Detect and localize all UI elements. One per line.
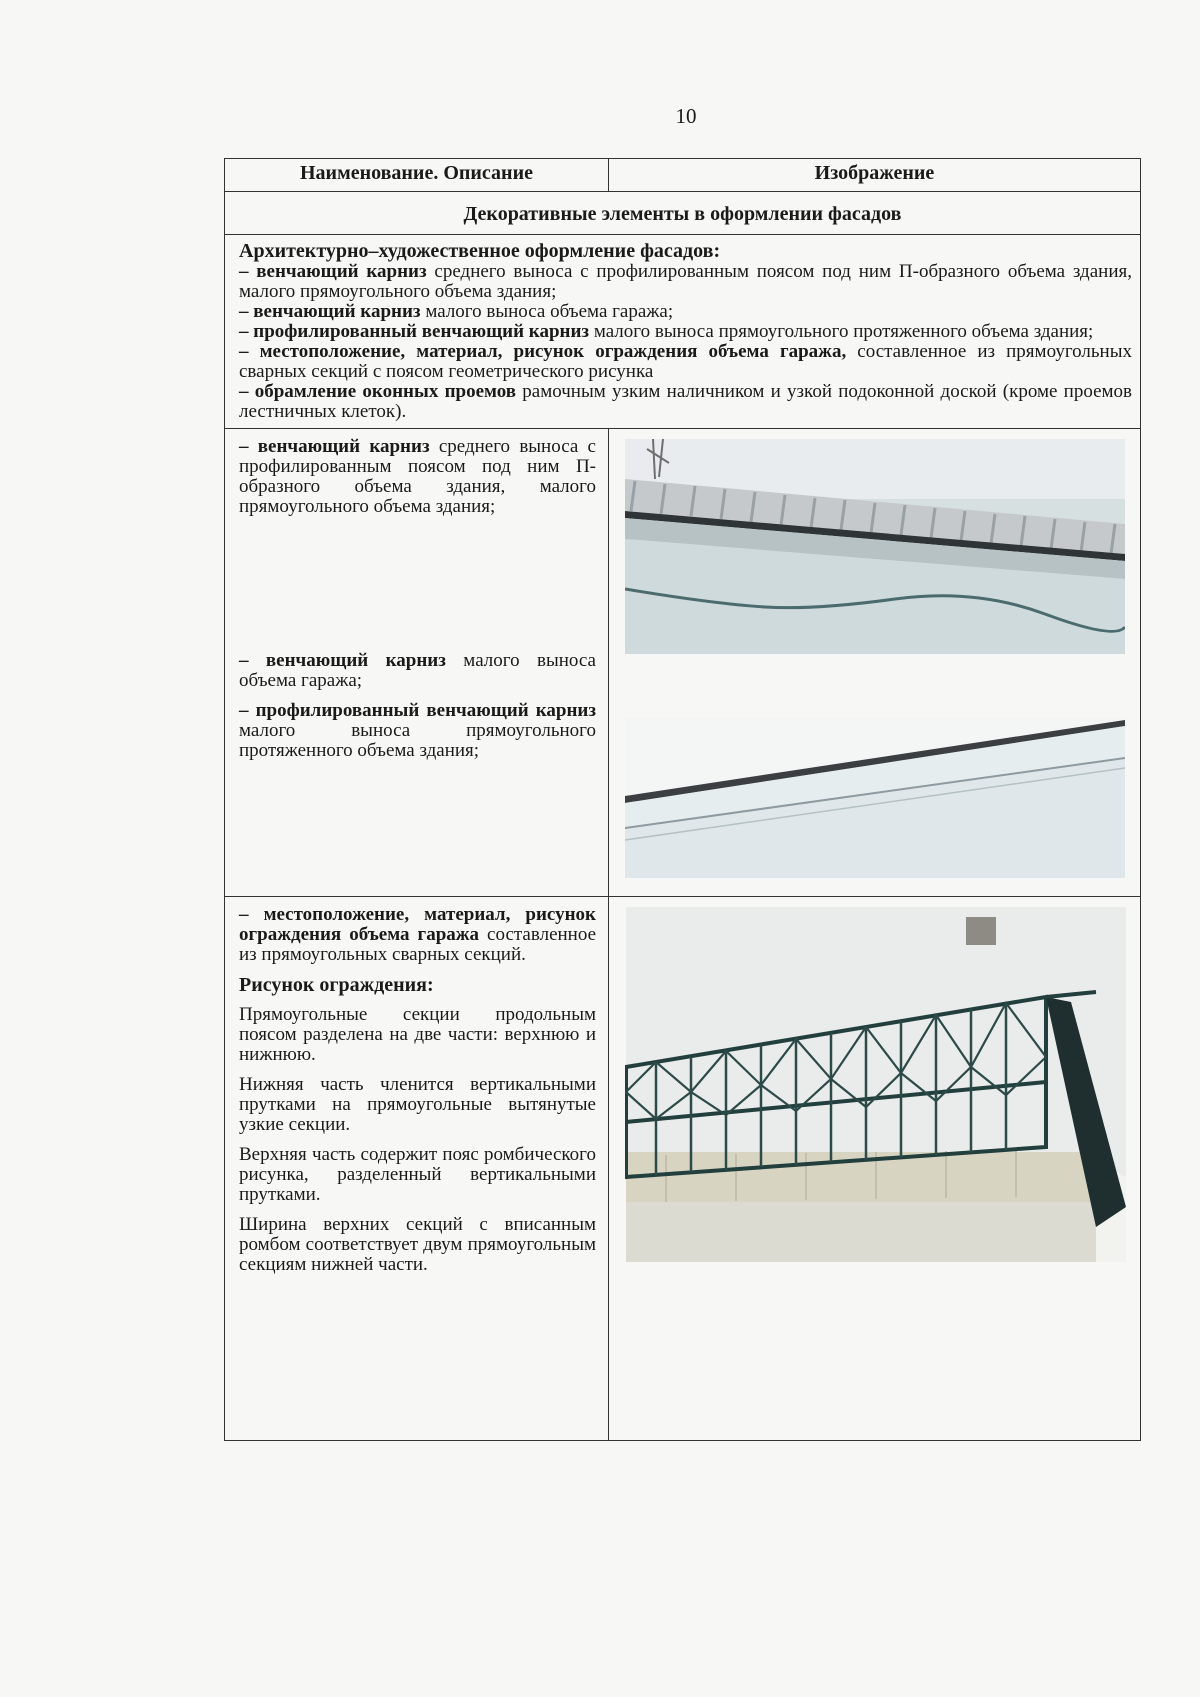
photo-garage-fence xyxy=(625,907,1127,1262)
photo-cornice-garage xyxy=(625,718,1125,878)
intro-cell xyxy=(225,235,1141,429)
intro-item-bold: – венчающий карниз xyxy=(239,301,421,322)
intro-item-bold: – местоположение, материал, рисунок ограждения объема гаража, xyxy=(239,341,847,362)
intro-row xyxy=(225,235,1141,429)
cornice-row xyxy=(225,429,1141,897)
fence-paragraph: Нижняя часть членится вертикальными прутками на прямоугольные вытянутые узкие секции. xyxy=(239,1074,596,1135)
fence-paragraph: Прямоугольные секции продольным поясом разделена на две части: верхнюю и нижнюю. xyxy=(239,1004,596,1065)
fence-bold: – местоположение, материал, рисунок ограждения объема гаража xyxy=(239,904,596,945)
photo-cornice-roof xyxy=(625,439,1125,654)
fence-subheading: Рисунок ограждения: xyxy=(239,974,434,996)
page-number: 10 xyxy=(675,104,697,128)
fence-row xyxy=(225,897,1141,1441)
fence-text: составленное из прямоугольных сварных секций. xyxy=(239,924,597,965)
cornice-text: среднего выноса с профилированным поясом под ним П-образного объема здания, малого прямоугольного объема здания; xyxy=(239,436,596,517)
intro-item xyxy=(239,262,1132,302)
fence-paragraph: Ширина верхних секций с вписанным ромбом соответствует двум прямоугольным секциям нижней части. xyxy=(239,1214,596,1275)
intro-item-bold: – обрамление оконных проемов xyxy=(239,381,517,402)
intro-item-text: среднего выноса с профилированным поясом под ним П-образного объема здания, малого прямоугольного объема здания; xyxy=(239,261,1132,302)
column-header-description: Наименование. Описание xyxy=(225,159,609,192)
intro-lead: Архитектурно–художественное оформление фасадов: xyxy=(239,240,721,262)
cornice-bold: – венчающий карниз xyxy=(239,650,446,671)
fence-paragraph xyxy=(239,905,596,965)
fence-image-cell xyxy=(609,897,1141,1441)
column-header-image: Изображение xyxy=(609,159,1141,192)
section-title-row xyxy=(225,192,1141,235)
intro-item-text: составленное из прямоугольных сварных секций с поясом геометрического рисунка xyxy=(239,341,1132,382)
cornice-description-cell xyxy=(225,429,609,897)
intro-item-bold: – венчающий карниз xyxy=(239,261,427,282)
intro-item xyxy=(239,322,1132,342)
cornice-paragraph xyxy=(239,651,596,691)
cornice-bold: – профилированный венчающий карниз xyxy=(239,700,596,721)
section-title: Декоративные элементы в оформлении фасадов xyxy=(225,192,1141,235)
cornice-bold: – венчающий карниз xyxy=(239,436,430,457)
intro-item-text: малого выноса объема гаража; xyxy=(420,301,674,322)
fence-description-cell xyxy=(225,897,609,1441)
table-header-row xyxy=(225,159,1141,192)
intro-item xyxy=(239,382,1132,422)
description-table xyxy=(224,158,1141,1441)
cornice-paragraph xyxy=(239,701,596,761)
intro-item xyxy=(239,342,1132,382)
cornice-text: малого выноса прямоугольного протяженного объема здания; xyxy=(239,720,596,761)
intro-item-bold: – профилированный венчающий карниз xyxy=(239,321,590,342)
intro-item xyxy=(239,302,1132,322)
cornice-paragraph xyxy=(239,437,596,517)
intro-item-text: рамочным узким наличником и узкой подоконной доской (кроме проемов лестничных клеток). xyxy=(239,381,1133,422)
intro-item-text: малого выноса прямоугольного протяженного объема здания; xyxy=(589,321,1094,342)
fence-paragraph: Верхняя часть содержит пояс ромбического рисунка, разделенный вертикальными прутками. xyxy=(239,1144,596,1205)
cornice-text: малого выноса объема гаража; xyxy=(239,650,596,691)
cornice-image-cell xyxy=(609,429,1141,897)
